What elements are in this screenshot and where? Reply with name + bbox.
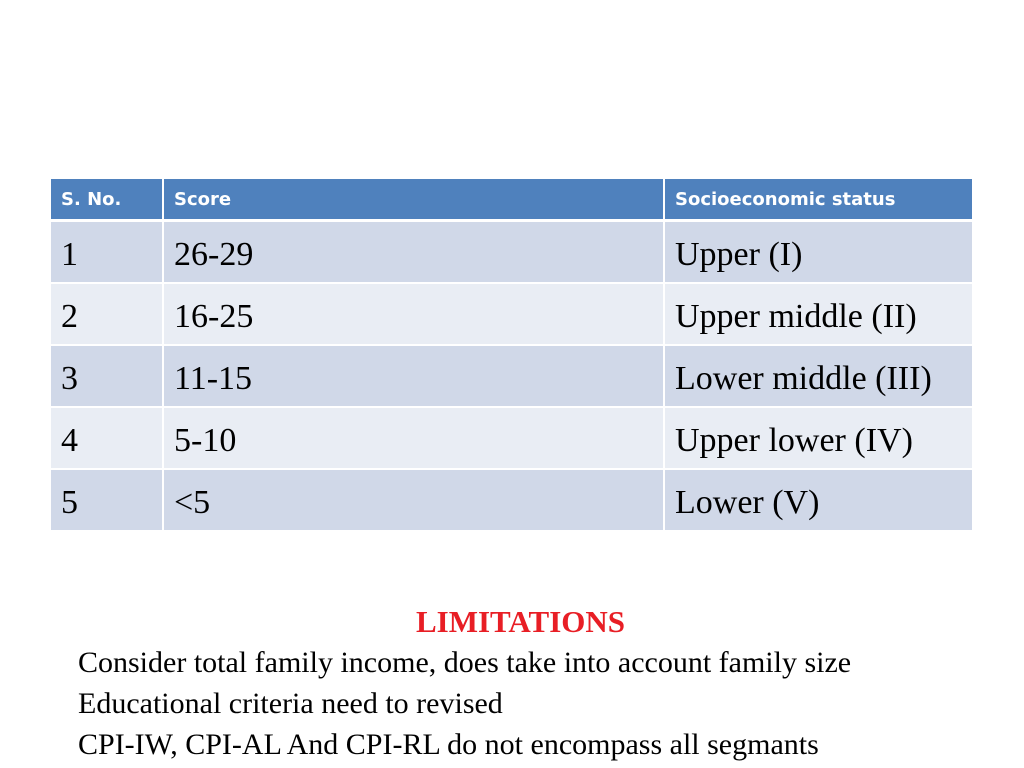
cell-score: 5-10 <box>164 408 665 470</box>
limitations-section <box>78 602 978 765</box>
table-row <box>51 222 972 284</box>
cell-status: Upper lower (IV) <box>665 408 972 470</box>
table-row <box>51 470 972 532</box>
limitations-title: LIMITATIONS <box>415 604 625 639</box>
cell-status: Lower (V) <box>665 470 972 532</box>
cell-serial-number: 3 <box>51 346 164 408</box>
cell-serial-number: 2 <box>51 284 164 346</box>
cell-serial-number: 4 <box>51 408 164 470</box>
header-socioeconomic-status: Socioeconomic status <box>665 179 972 222</box>
cell-score: 16-25 <box>164 284 665 346</box>
cell-serial-number: 1 <box>51 222 164 284</box>
table-row <box>51 408 972 470</box>
table-row <box>51 284 972 346</box>
cell-score: 11-15 <box>164 346 665 408</box>
cell-status: Upper (I) <box>665 222 972 284</box>
cell-score: <5 <box>164 470 665 532</box>
table-header-row <box>51 179 972 222</box>
header-serial-number: S. No. <box>51 179 164 222</box>
limitation-item: CPI-IW, CPI-AL And CPI-RL do not encompass all segmants <box>78 728 819 761</box>
limitation-item: Educational criteria need to revised <box>78 687 503 720</box>
cell-status: Lower middle (III) <box>665 346 972 408</box>
limitation-item: Consider total family income, does take into account family size <box>78 646 852 679</box>
table-row <box>51 346 972 408</box>
cell-serial-number: 5 <box>51 470 164 532</box>
cell-status: Upper middle (II) <box>665 284 972 346</box>
socioeconomic-status-table <box>51 179 972 532</box>
cell-score: 26-29 <box>164 222 665 284</box>
header-score: Score <box>164 179 665 222</box>
